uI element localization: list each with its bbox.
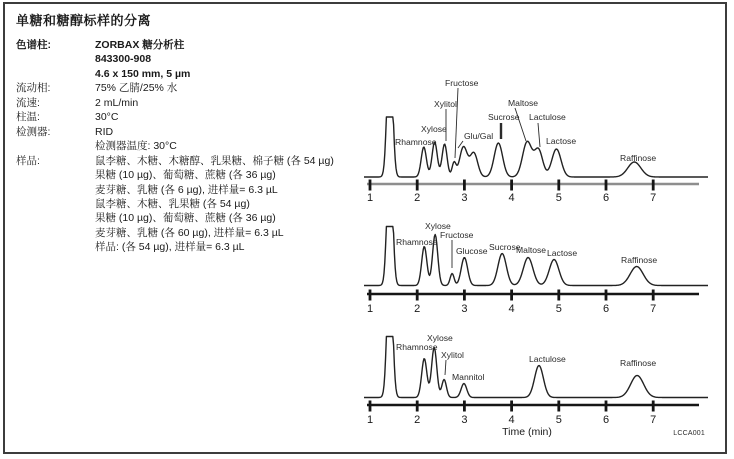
condition-label xyxy=(16,240,95,254)
chromatogram-top xyxy=(358,72,722,208)
condition-label xyxy=(16,52,95,66)
condition-row xyxy=(16,81,334,95)
axis-tick-label: 5 xyxy=(555,303,562,315)
condition-value: RID xyxy=(95,125,114,138)
peak-label-xylitol: Xylitol xyxy=(434,99,457,109)
peak-label-rhamnose: Rhamnose xyxy=(396,237,438,247)
axis-tick-label: 2 xyxy=(414,192,421,204)
axis-tick-label: 6 xyxy=(602,192,610,204)
condition-row xyxy=(16,38,334,52)
peak-label-xylose: Xylose xyxy=(427,333,453,343)
condition-label xyxy=(16,226,95,240)
condition-value: 30°C xyxy=(95,111,119,124)
figure-code: LCCA001 xyxy=(673,430,705,437)
condition-value: 843300-908 xyxy=(95,53,152,66)
peak-label-fructose: Fructose xyxy=(440,230,474,240)
condition-row xyxy=(16,240,334,254)
axis-tick-label: 6 xyxy=(602,303,610,315)
axis-tick-label: 1 xyxy=(366,303,374,315)
peak-label-glucose: Glucose xyxy=(456,246,488,256)
axis-tick-label: 4 xyxy=(508,303,515,315)
peak-label-rhamnose: Rhamnose xyxy=(395,137,437,147)
peak-label-raffinose: Raffinose xyxy=(620,358,657,368)
condition-label xyxy=(16,197,95,211)
peak-label-xylose: Xylose xyxy=(421,124,447,134)
condition-value: 鼠李糖、木糖、木糖醇、乳果糖、棉子糖 (各 54 µg) xyxy=(95,154,334,167)
condition-label xyxy=(16,168,95,182)
peak-label-lactose: Lactose xyxy=(547,248,578,258)
condition-value: 麦芽糖、乳糖 (各 6 µg), 进样量= 6.3 µL xyxy=(95,183,278,196)
axis-tick-label: 3 xyxy=(461,192,468,204)
condition-label xyxy=(16,211,95,225)
condition-label: 检测器: xyxy=(16,125,51,138)
axis-tick-label: 7 xyxy=(650,414,657,426)
peak-label-lactulose: Lactulose xyxy=(529,354,566,364)
axis-tick-label: 5 xyxy=(555,192,562,204)
peak-label-fructose: Fructose xyxy=(445,78,479,88)
peak-label-rhamnose: Rhamnose xyxy=(396,342,438,352)
condition-row xyxy=(16,125,334,139)
condition-value: 鼠李糖、木糖、乳果糖 (各 54 µg) xyxy=(95,197,250,210)
condition-label xyxy=(16,67,95,81)
condition-label xyxy=(16,183,95,197)
condition-value: 果糖 (10 µg)、葡萄糖、蔗糖 (各 36 µg) xyxy=(95,169,276,182)
x-axis-title: Time (min) xyxy=(502,426,552,438)
condition-value: 检测器温度: 30°C xyxy=(95,140,177,153)
axis-tick-label: 3 xyxy=(461,414,468,426)
condition-label: 色谱柱: xyxy=(16,39,51,51)
peak-label-glu-gal: Glu/Gal xyxy=(464,131,494,141)
axis-tick-label: 4 xyxy=(508,192,515,204)
condition-value: 75% 乙腈/25% 水 xyxy=(95,82,178,95)
condition-row xyxy=(16,96,334,110)
axis-tick-label: 5 xyxy=(555,414,562,426)
peak-label-sucrose: Sucrose xyxy=(488,112,520,122)
condition-row xyxy=(16,226,334,240)
axis-tick-label: 7 xyxy=(650,303,657,315)
condition-row xyxy=(16,183,334,197)
chromatogram-trace xyxy=(364,117,708,177)
peak-label-maltose: Maltose xyxy=(508,98,539,108)
condition-value: 样品: (各 54 µg), 进样量= 6.3 µL xyxy=(95,241,245,254)
condition-label: 流速: xyxy=(16,96,40,109)
condition-row xyxy=(16,168,334,182)
peak-label-raffinose: Raffinose xyxy=(620,153,657,163)
condition-row xyxy=(16,110,334,124)
peak-label-maltose: Maltose xyxy=(516,245,547,255)
condition-value: 4.6 x 150 mm, 5 µm xyxy=(95,67,191,80)
condition-value: ZORBAX 糖分析柱 xyxy=(95,39,185,51)
condition-label: 柱温: xyxy=(16,111,40,124)
peak-leader-xylitol xyxy=(445,360,446,375)
axis-tick-label: 4 xyxy=(508,414,515,426)
conditions-table xyxy=(16,38,334,255)
axis-tick-label: 2 xyxy=(414,414,421,426)
condition-label: 流动相: xyxy=(16,82,51,95)
peak-label-lactose: Lactose xyxy=(546,136,577,146)
peak-label-xylitol: Xylitol xyxy=(441,350,464,360)
condition-value: 麦芽糖、乳糖 (各 60 µg), 进样量= 6.3 µL xyxy=(95,226,284,239)
chromatogram-bottom xyxy=(358,326,722,426)
axis-tick-label: 7 xyxy=(650,192,657,204)
peak-leader-lactulose xyxy=(538,123,540,147)
peak-label-sucrose: Sucrose xyxy=(489,242,521,252)
condition-value: 2 mL/min xyxy=(95,96,139,109)
condition-row xyxy=(16,52,334,66)
condition-row xyxy=(16,154,334,168)
peak-leader-maltose xyxy=(515,108,526,141)
peak-label-mannitol: Mannitol xyxy=(452,372,485,382)
condition-label: 样品: xyxy=(16,154,40,167)
axis-tick-label: 3 xyxy=(461,303,468,315)
axis-tick-label: 6 xyxy=(602,414,610,426)
condition-row xyxy=(16,197,334,211)
peak-label-raffinose: Raffinose xyxy=(621,255,658,265)
condition-value: 果糖 (10 µg)、葡萄糖、蔗糖 (各 36 µg) xyxy=(95,212,276,225)
peak-label-lactulose: Lactulose xyxy=(529,112,566,122)
axis-tick-label: 1 xyxy=(366,192,374,204)
condition-label xyxy=(16,139,95,153)
chromatogram-middle xyxy=(358,215,722,318)
peak-label-xylose: Xylose xyxy=(425,221,451,231)
page-title: 单糖和糖醇标样的分离 xyxy=(16,13,152,28)
condition-row xyxy=(16,211,334,225)
condition-row xyxy=(16,139,334,153)
axis-tick-label: 2 xyxy=(414,303,421,315)
axis-tick-label: 1 xyxy=(366,414,374,426)
condition-row xyxy=(16,67,334,81)
